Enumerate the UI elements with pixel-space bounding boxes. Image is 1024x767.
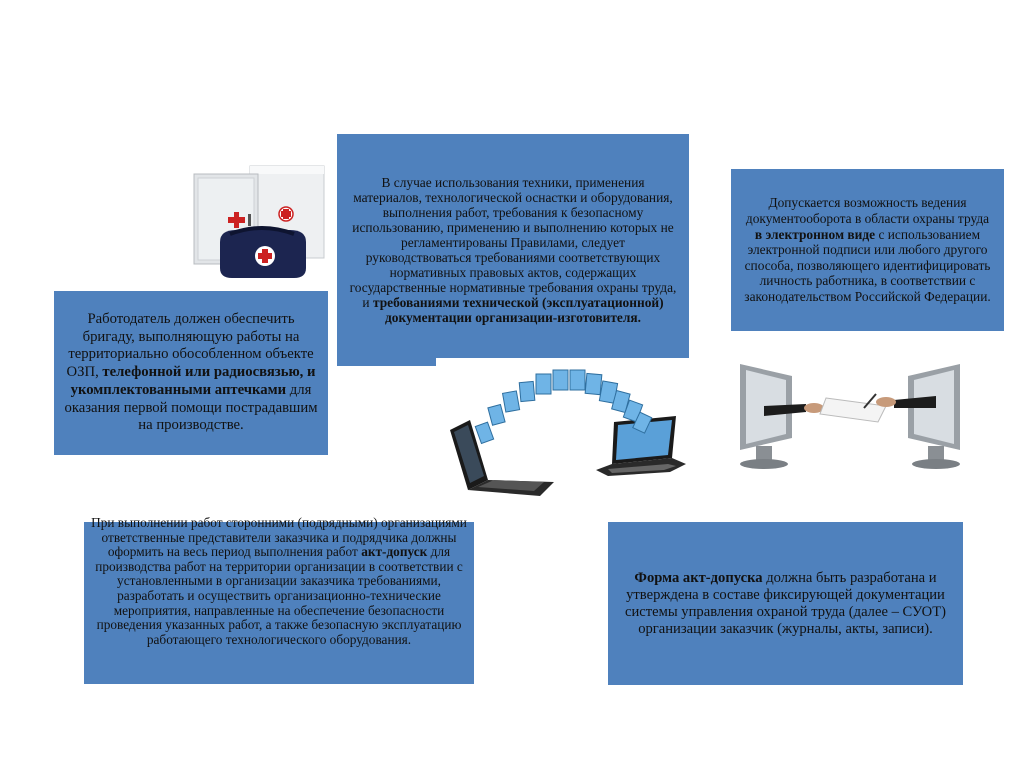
electronic-document-flow-box — [731, 169, 1004, 331]
contractor-admission-box — [84, 515, 474, 684]
first-aid-kits-image — [190, 160, 335, 285]
employer-obligations-text: Работодатель должен обеспечить бригаду, выполняющую работы на территориально обособленном объекте ОЗП, телефонной или радиосвязью, и укомплектованными аптечками для оказания первой помощи пострадавшим на производстве. — [64, 310, 318, 434]
equipment-requirements-text: В случае использования техники, применения материалов, технологической оснастки и оборудования, выполнения работ, требования к безопасному использованию, применению и выполнению которых не регламентированы Правилами, следует руководствоваться требованиями соответствующих нормативных правовых актов, содержащих государственные нормативные требования охраны труда, и требованиями технической (эксплуатационной) документации организации-изготовителя. — [349, 174, 677, 326]
employer-obligations-box — [54, 291, 328, 455]
equipment-requirements-box — [337, 134, 689, 366]
admission-form-box — [608, 522, 963, 685]
electronic-document-flow-text: Допускается возможность ведения документооборота в области охраны труда в электронном виде с использованием электронной подписи или любого другого способа, позволяющего идентифицировать личность работника, в соответствии с законодательством Российской Федерации. — [744, 195, 991, 304]
equipment-requirements-bold: требованиями технической (эксплуатационной) документации организации-изготовителя. — [372, 295, 664, 326]
admission-form-text: Форма акт-допуска должна быть разработана и утверждена в составе фиксирующей документации системы управления охраной труда (далее – СУОТ) организации заказчик (журналы, акты, записи). — [625, 569, 946, 637]
file-transfer-laptops-image — [436, 358, 696, 503]
contractor-admission-text: При выполнении работ сторонними (подрядными) организациями ответственные представители заказчика и подрядчика должны оформить на весь период выполнения работ акт-допуск для производства работ на территории организации в соответствии с установленными в организации заказчика требованиями, разработать и осуществить организационно-технические мероприятия, направленные на обеспечение безопасности проведения указанных работ, а также безопасную эксплуатацию работающего технологического оборудования. — [91, 515, 467, 647]
document-handover-monitors-image — [736, 350, 964, 478]
